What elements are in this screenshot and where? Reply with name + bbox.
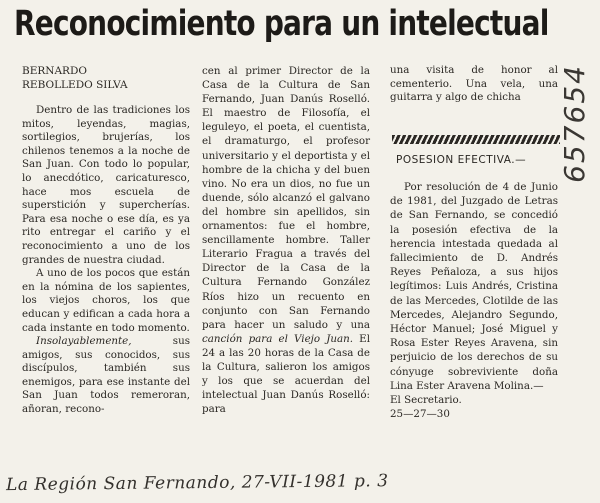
paragraph (202, 64, 370, 416)
paragraph-text: sus amigos, sus conocidos, sus discípulos, también sus enemigos, para ese instante del San Juan todos remeroran, añoran, recono- (22, 335, 190, 416)
author-last-name: REBOLLEDO SILVA (22, 79, 128, 91)
author-byline (22, 64, 190, 92)
section-divider (392, 135, 560, 144)
emphasis-text: Insolayablemente, (36, 335, 132, 348)
paragraph-text: El 24 a las 20 horas de la Casa de la Cultura, salieron los amigos y los que se acuerdan del intelectual Juan Danús Roselló: para (202, 332, 370, 416)
section-heading: POSESION EFECTIVA.— (396, 154, 527, 166)
legal-notice: Por resolución de 4 de Junio de 1981, del Juzgado de Letras de San Fernando, se concedió la posesión efectiva de la herencia intestada quedada al fallecimiento de D. Andrés Reyes Peñaloza, a sus hijos legítimos: Luis Andrés, Cristina de las Mercedes, Clotilde de las Mercedes, Alejandro Segundo, Héctor Manuel; José Miguel y Rosa Ester Reyes Aravena, sin perjuicio de los derechos de su cónyuge sobreviviente doña Lina Ester Aravena Molina.— (390, 181, 558, 392)
paragraph: A uno de los pocos que están en la nómina de los sapientes, los viejos choros, los que educan y edifican a cada hora a cada instante en todo momento. (22, 267, 190, 334)
column-1 (22, 64, 190, 417)
paragraph (22, 335, 190, 417)
signature-line: El Secretario. (390, 394, 462, 407)
catalog-number-handwritten: 657654 (558, 64, 591, 183)
source-citation-handwritten: La Región San Fernando, 27-VII-1981 p. 3 (5, 471, 389, 496)
paragraph: Dentro de las tradiciones los mitos, leyendas, magias, sortilegios, brujerías, los chilenos tenemos a la noche de San Juan. Con todo lo popular, lo anecdótico, caricaturesco, hace mos escuela de superstición y supercherías. Para esa noche o ese día, es ya rito entregar el cariño y el reconocimiento a uno de los grandes de nuestra ciudad. (22, 104, 190, 266)
headline: Reconocimiento para un intelectual (14, 4, 549, 44)
column-3-notice (390, 180, 558, 421)
column-3-top (390, 64, 558, 105)
author-first-name: BERNARDO (22, 65, 87, 77)
emphasis-text: canción para el Viejo Juan. (202, 332, 354, 345)
column-2 (202, 64, 370, 416)
paragraph: una visita de honor al cementerio. Una vela, una guitarra y algo de chicha (390, 64, 558, 104)
paragraph-text: cen al primer Director de la Casa de la Cultura de San Fernando, Juan Danús Roselló. El maestro de Filosofía, el leguleyo, el poeta, el cuentista, el dramaturgo, el profesor universitario y el deportista y el hombre de la chicha y del buen vino. No era un dios, no fue un duende, sólo alcanzó el galvano del hombre sin apellidos, sin ornamentos: fue el hombre, sencillamente hombre. Taller Literario Fragua a través del Director de la Casa de la Cultura Fernando González Ríos hizo un recuento en conjunto con San Fernando para hacer un saludo y una (202, 65, 370, 331)
notice-date: 25—27—30 (390, 408, 450, 421)
